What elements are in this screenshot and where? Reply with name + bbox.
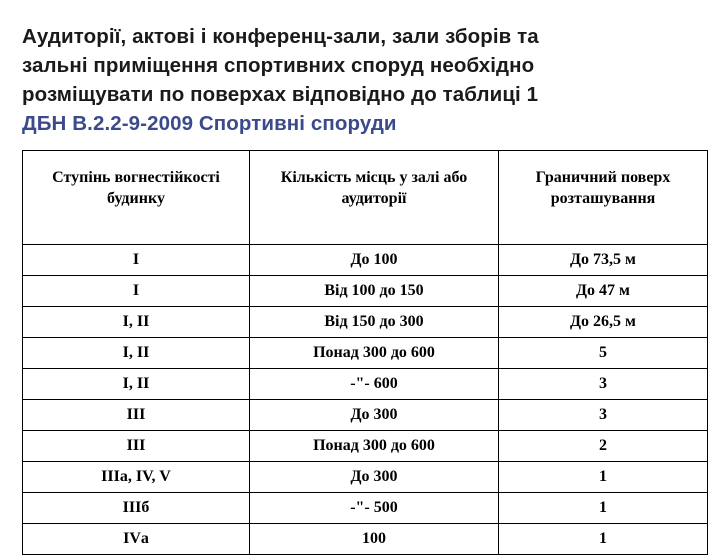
- cell-fire-resistance: I: [23, 245, 250, 276]
- slide-heading: [22, 22, 702, 138]
- cell-max-floor: 2: [499, 431, 708, 462]
- standard-reference: ДБН В.2.2-9-2009 Спортивні споруди: [22, 112, 397, 135]
- cell-seat-count: До 100: [250, 245, 499, 276]
- table-row: [23, 245, 708, 276]
- cell-fire-resistance: III: [23, 431, 250, 462]
- cell-seat-count: Понад 300 до 600: [250, 431, 499, 462]
- cell-max-floor: 1: [499, 493, 708, 524]
- cell-max-floor: 5: [499, 338, 708, 369]
- cell-max-floor: 3: [499, 369, 708, 400]
- cell-seat-count: До 300: [250, 462, 499, 493]
- cell-max-floor: 3: [499, 400, 708, 431]
- cell-fire-resistance: I: [23, 276, 250, 307]
- cell-max-floor: 1: [499, 524, 708, 555]
- table-row: [23, 307, 708, 338]
- header-max-floor: Граничний поверх розташування: [499, 151, 708, 245]
- cell-max-floor: 1: [499, 462, 708, 493]
- cell-fire-resistance: I, II: [23, 307, 250, 338]
- table-row: [23, 493, 708, 524]
- heading-line-3: розміщувати по поверхах відповідно до таблиці 1: [22, 83, 539, 106]
- heading-line-1: Аудиторії, актові і конференц-зали, зали зборів та: [22, 25, 539, 48]
- header-fire-resistance: Ступінь вогнестійкості будинку: [23, 151, 250, 245]
- cell-max-floor: До 26,5 м: [499, 307, 708, 338]
- table-row: [23, 276, 708, 307]
- table-header-row: [23, 151, 708, 245]
- table-row: [23, 524, 708, 555]
- cell-max-floor: До 47 м: [499, 276, 708, 307]
- cell-fire-resistance: IVа: [23, 524, 250, 555]
- cell-fire-resistance: I, II: [23, 369, 250, 400]
- table-row: [23, 338, 708, 369]
- table-row: [23, 369, 708, 400]
- cell-max-floor: До 73,5 м: [499, 245, 708, 276]
- cell-seat-count: До 300: [250, 400, 499, 431]
- cell-seat-count: -"- 500: [250, 493, 499, 524]
- cell-seat-count: Від 150 до 300: [250, 307, 499, 338]
- table-row: [23, 400, 708, 431]
- cell-fire-resistance: IIIб: [23, 493, 250, 524]
- header-seat-count: Кількість місць у залі або аудиторії: [250, 151, 499, 245]
- cell-seat-count: Від 100 до 150: [250, 276, 499, 307]
- cell-seat-count: -"- 600: [250, 369, 499, 400]
- floor-placement-table: [22, 150, 708, 555]
- cell-seat-count: 100: [250, 524, 499, 555]
- table-row: [23, 462, 708, 493]
- table-row: [23, 431, 708, 462]
- cell-fire-resistance: I, II: [23, 338, 250, 369]
- cell-fire-resistance: IIIа, IV, V: [23, 462, 250, 493]
- cell-fire-resistance: III: [23, 400, 250, 431]
- heading-line-2: зальні приміщення спортивних споруд необхідно: [22, 54, 535, 77]
- cell-seat-count: Понад 300 до 600: [250, 338, 499, 369]
